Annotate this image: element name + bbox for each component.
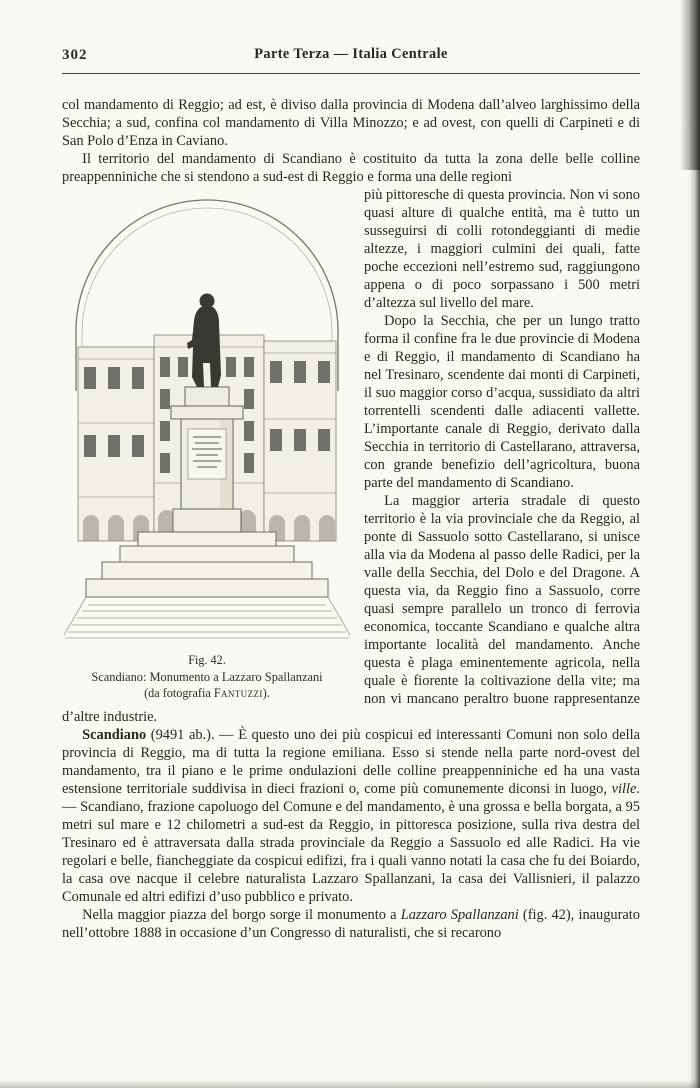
running-title: Parte Terza — Italia Centrale — [254, 46, 448, 62]
figure-title: Scandiano: Monumento a Lazzaro Spallanzani — [91, 669, 323, 684]
monument-steps — [86, 532, 328, 597]
scandiano-text-b: . — Scandiano, frazione capoluogo del Comune e del mandamento, è una grossa e bella borgata, a 95 metri sul mare e 12 chilometri a sud-est da Reggio, in pittoresca posizione, sulla riva destra del Tresinaro ed è attraversata dalla strada provinciale da Reggio a Sassuolo ed alle Radici. Ha vie regolari e belle, fiancheggiate da cospicui edifizi, fra i quali vanno notati la casa che fu dei Boiardo, la casa ove nacque il celebre naturalista Lazzaro Spallanzani, la casa dei Vallisnieri, il palazzo Comunale ed altri edifizi d’uso pubblico e privato. — [62, 781, 640, 905]
monument-pedestal — [171, 387, 243, 532]
scandiano-text-a: È questo uno dei più cospicui ed interessanti Comuni non solo della provincia di Reggio, ma di tutta la regione emiliana. Esso si stende nella parte nord-ovest del mandamento, tra il piano e le prime ondulazioni delle colline preappenniniche ed ha una vasta estensione territoriale suddivisa in dieci frazioni o, come più comunemente diconsi in luogo, — [62, 727, 640, 797]
scandiano-ville: ville — [611, 781, 637, 797]
paragraph-arteria-stradale: La maggior arteria stradale di questo territorio è la via provinciale che da Reggio, al ponte di Sassuolo sotto Castellarano, si unisce alla via da Modena al passo delle Radici, per la valle della Secchia, del Dolo e del Dragone. A questa via, da Reggio fino a Sassuolo, corre quasi sempre parallelo un tronco di ferrovia economica, toccante Scandiano e qualche altra importante località del mandamento. Anche questa è plaga eminentemente agricola, nella quale è fiorente la coltivazione della vite; ma non vi mancano peraltro buone rappresentanze d’altre industrie. — [62, 493, 640, 725]
header-rule — [62, 73, 640, 74]
scan-edge-corner — [680, 0, 700, 170]
figure-credit-post: ). — [262, 686, 270, 700]
monumento-text-a: Nella maggior piazza del borgo sorge il monumento a — [82, 907, 401, 923]
figure-caption — [62, 652, 352, 702]
monument-engraving — [62, 191, 352, 643]
monumento-spallanzani: Lazzaro Spallanzani — [400, 907, 519, 923]
paragraph-monumento — [62, 906, 640, 942]
paragraph-secchia: Dopo la Secchia, che per un lungo tratto forma il confine fra le due provincie di Modena e di Reggio, il mandamento di Scandiano ha nel Tresinaro, scendente dai monti di Carpineti, il suo maggior corso d’acqua, sussidiato da altri torrentelli scendenti dalle adiacenti vallette. L’importante canale di Reggio, derivato dalla Secchia in territorio di Castellarano, attraversa, con grande benefizio dell’agricoltura, buona parte del mandamento di Scandiano. — [364, 313, 640, 491]
paragraph-continuation: col mandamento di Reggio; ad est, è diviso dalla provincia di Modena dall’alveo larghissimo della Secchia; a sud, confina col mandamento di Villa Minozzo; e ad ovest, con quelli di Carpineti e di San Polo d’Enza in Caviano. — [62, 97, 640, 149]
paragraph-scandiano — [62, 726, 640, 906]
page-number: 302 — [62, 47, 88, 63]
page-header — [62, 46, 640, 66]
paragraph-territorio-cont: più pittoresche di questa provincia. Non vi sono quasi alture di qualche entità, ma è tutto un susseguirsi di colli rotondeggianti di medie altezze, i maggiori culmini dei quali, fatte poche eccezioni nell’estremo sud, raggiungono appena o di poco sorpassano i 500 metri d’altezza sul livello del mare. — [364, 187, 640, 311]
figure-credit — [62, 685, 352, 702]
figure-number: Fig. 42. — [188, 653, 226, 667]
figure-monument — [62, 191, 352, 702]
scandiano-population: (9491 ab.). — — [146, 727, 239, 743]
paragraph-territorio-intro: Il territorio del mandamento di Scandiano è costituito da tutta la zona delle belle colline preappenniniche che si stendono a sud-est di Reggio e forma una delle regioni — [62, 151, 640, 185]
figure-credit-name: Fantuzzi — [213, 686, 263, 700]
figure-credit-pre: (da fotografia — [144, 686, 214, 700]
pedestal-plaque — [188, 429, 226, 479]
monumento-text-b: (fig. 42), inaugurato nell’ottobre 1888 in occasione d’un Congresso di naturalisti, che si recarono — [62, 907, 640, 941]
piazza-ground — [64, 597, 350, 638]
body-text — [62, 96, 640, 942]
scandiano-lead: Scandiano — [82, 727, 147, 743]
scan-edge-bottom — [0, 1080, 700, 1088]
